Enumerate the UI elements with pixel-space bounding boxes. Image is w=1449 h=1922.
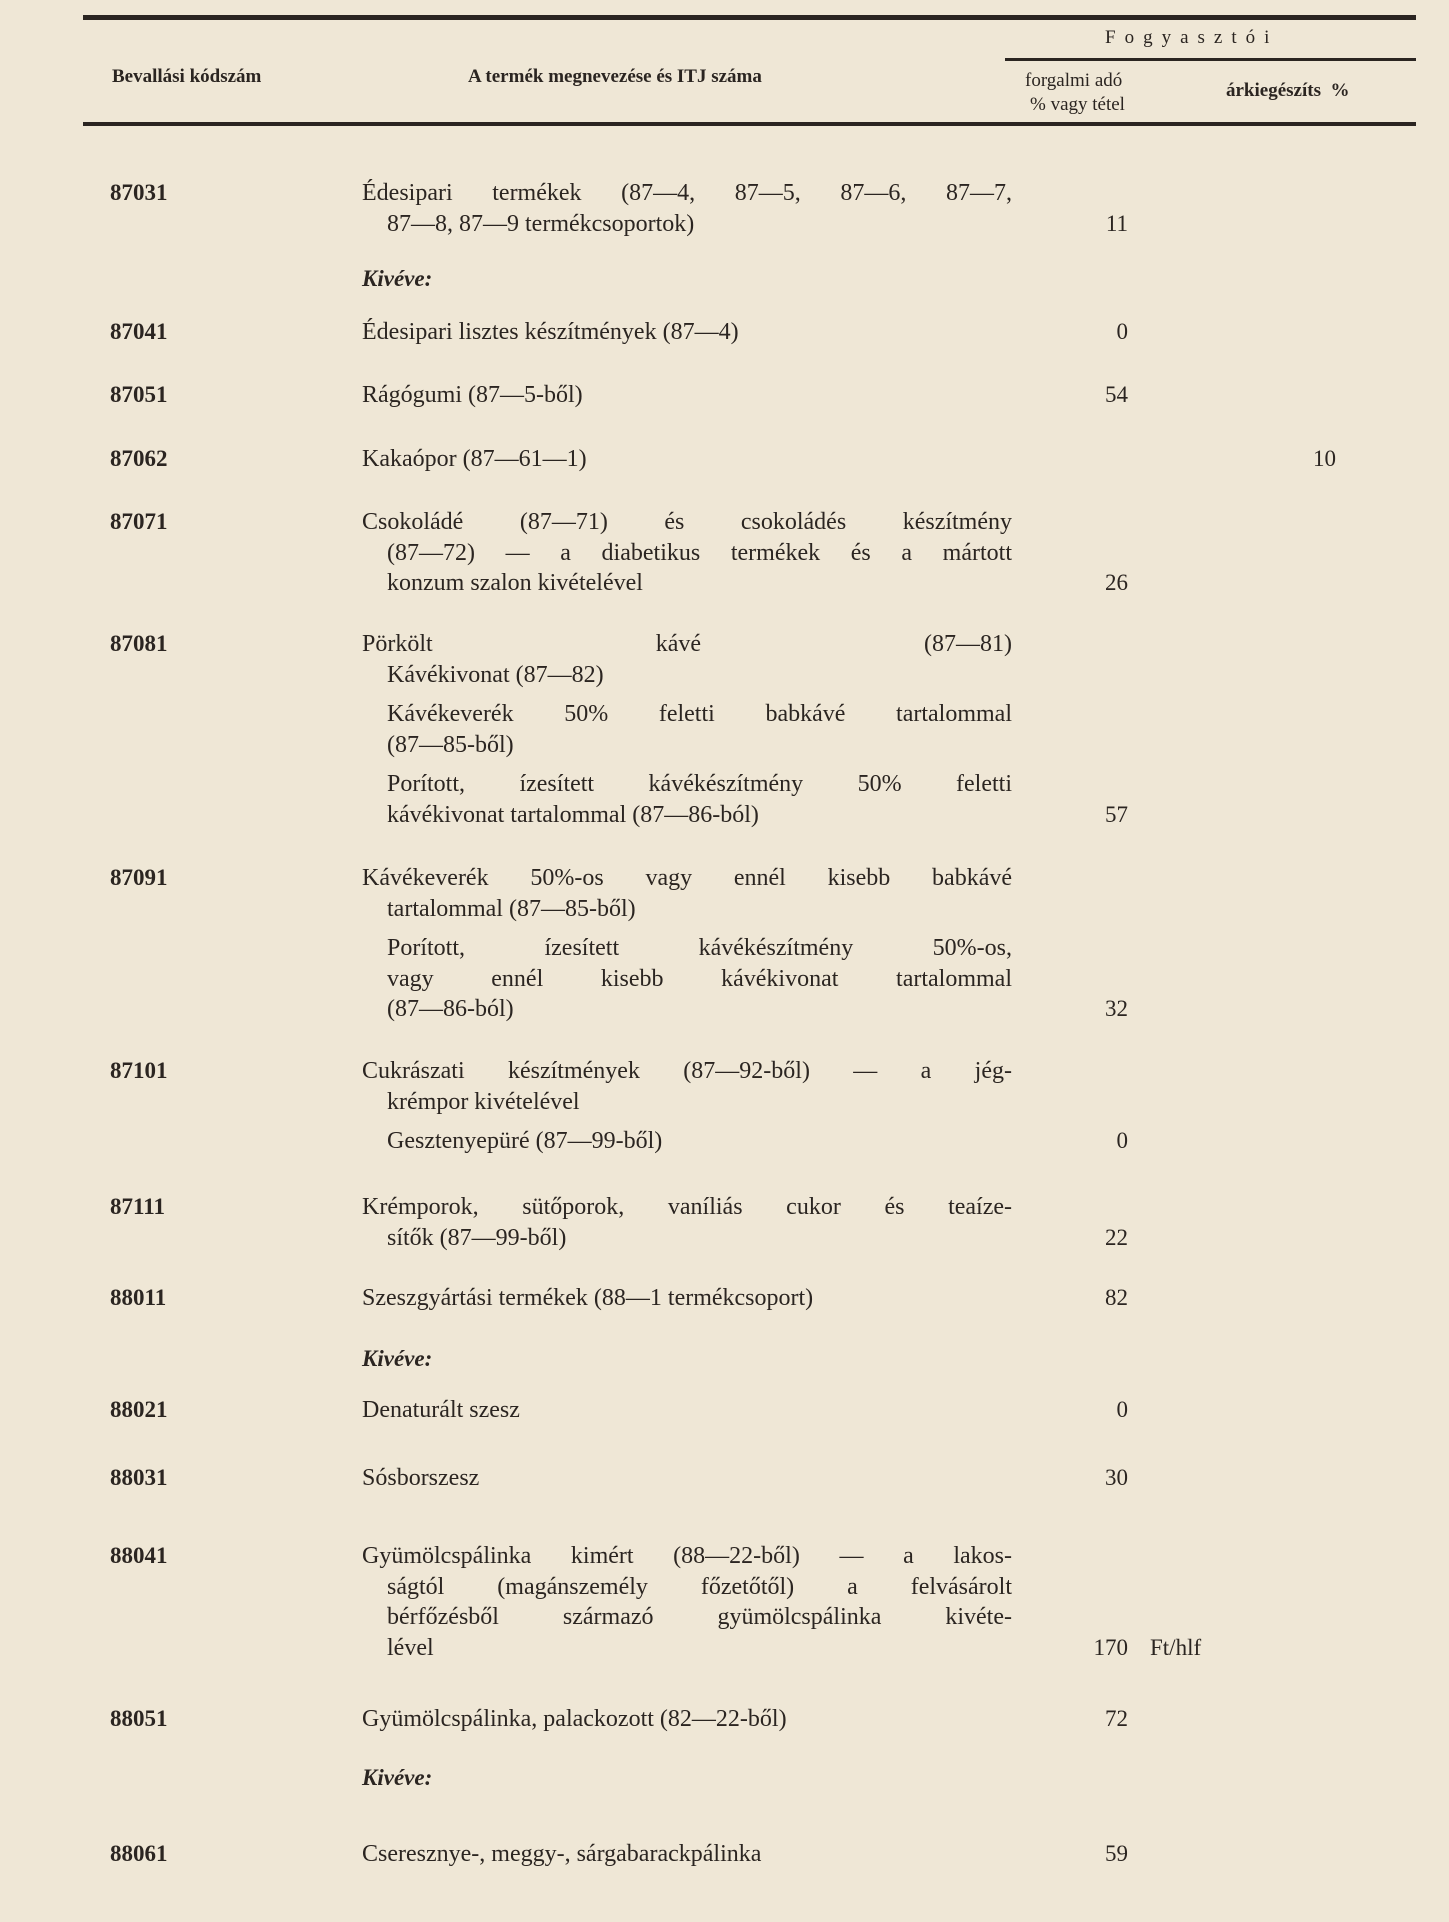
row-description	[362, 444, 1012, 484]
description-paragraph	[362, 444, 1012, 475]
group-rule	[1005, 58, 1416, 61]
description-paragraph	[362, 1395, 1012, 1426]
row-description	[362, 1395, 1012, 1435]
description-line: Édesipari termékek (87—4, 87—5, 87—6, 87—7,	[362, 180, 1012, 206]
row-code: 87111	[110, 1194, 165, 1219]
tax-value: 0	[1116, 1397, 1128, 1422]
description-line: Gyümölcspálinka, palackozott (82—22-ből)	[362, 1706, 787, 1732]
description-line: Gyümölcspálinka kimért (88—22-ből) — a lakos-	[362, 1543, 1012, 1569]
tax-value: 82	[1105, 1285, 1128, 1310]
kiveve-label: Kivéve:	[362, 1346, 433, 1371]
row-code: 87091	[110, 865, 168, 890]
description-paragraph	[362, 933, 1012, 1025]
description-paragraph	[362, 1283, 1012, 1314]
row-description	[362, 629, 1012, 839]
kiveve-label: Kivéve:	[362, 266, 433, 291]
row-description	[362, 507, 1012, 608]
row-code: 87071	[110, 509, 168, 534]
tax-value: 0	[1116, 1128, 1128, 1153]
tax-value: 54	[1105, 382, 1128, 407]
row-code: 87062	[110, 446, 168, 471]
description-paragraph	[362, 178, 1012, 239]
row-code: 87031	[110, 180, 168, 205]
tax-value: 57	[1105, 801, 1128, 827]
description-line: konzum szalon kivételével	[387, 570, 643, 596]
row-description	[362, 317, 1012, 357]
group-title: Fogyasztói	[1105, 27, 1279, 48]
description-paragraph	[362, 863, 1012, 924]
row-code: 87041	[110, 319, 168, 344]
tax-value: 0	[1116, 319, 1128, 344]
description-line: lével	[387, 1634, 434, 1661]
description-line: Denaturált szesz	[362, 1397, 520, 1423]
description-line: Gesztenyepüré (87—99-ből)	[387, 1128, 663, 1154]
description-paragraph	[362, 1192, 1012, 1253]
row-description	[362, 1192, 1012, 1262]
kiveve-label: Kivéve:	[362, 1765, 433, 1790]
description-line: tartalommal (87—85-ből)	[387, 895, 636, 922]
row-code: 87081	[110, 631, 168, 656]
description-paragraph	[362, 317, 1012, 348]
description-line: Szeszgyártási termékek (88—1 termékcsoport)	[362, 1285, 814, 1311]
row-description	[362, 178, 1012, 248]
tax-value: 22	[1105, 1224, 1128, 1250]
row-description	[362, 1541, 1012, 1672]
description-paragraph	[362, 1126, 1012, 1157]
row-code: 88031	[110, 1465, 168, 1490]
description-paragraph	[362, 769, 1012, 830]
col-header-tax-1: forgalmi adó	[1025, 70, 1123, 91]
tax-value: 59	[1105, 1841, 1128, 1866]
description-line: kávékivonat tartalommal (87—86-ból)	[387, 801, 759, 828]
description-line: Sósborszesz	[362, 1465, 480, 1491]
row-code: 88061	[110, 1841, 168, 1866]
description-line: vagy ennél kisebb kávékivonat tartalommal	[387, 965, 1012, 992]
tax-unit: Ft/hlf	[1150, 1634, 1202, 1660]
tax-value: 170	[1093, 1634, 1128, 1660]
description-line: Porított, ízesített kávékészítmény 50%-os,	[387, 935, 1012, 961]
row-description	[362, 380, 1012, 420]
row-code: 88041	[110, 1543, 168, 1568]
description-line: ságtól (magánszemély főzetőtől) a felvásárolt	[387, 1573, 1012, 1600]
description-line: (87—86-ból)	[387, 996, 514, 1022]
description-paragraph	[362, 1704, 1012, 1735]
col-header-tax-2: % vagy tétel	[1030, 94, 1125, 115]
row-code: 88011	[110, 1285, 167, 1310]
description-line: Cukrászati készítmények (87—92-ből) — a jég-	[362, 1058, 1012, 1084]
description-line: Kávékivonat (87—82)	[387, 661, 604, 688]
row-description	[362, 1283, 1012, 1323]
col-header-code: Bevallási kódszám	[112, 66, 262, 87]
row-description	[362, 863, 1012, 1034]
row-code: 87051	[110, 382, 168, 407]
description-paragraph	[362, 507, 1012, 599]
description-paragraph	[362, 380, 1012, 411]
description-line: Rágógumi (87—5-ből)	[362, 382, 583, 408]
row-description	[362, 1704, 1012, 1744]
markup-value: 10	[1313, 446, 1336, 471]
row-code: 87101	[110, 1058, 168, 1083]
description-paragraph	[362, 1463, 1012, 1494]
tax-value: 30	[1105, 1465, 1128, 1490]
description-line: Porított, ízesített kávékészítmény 50% feletti	[387, 771, 1012, 797]
description-line: (87—85-ből)	[387, 731, 514, 758]
tax-value: 26	[1105, 570, 1128, 595]
row-code: 88021	[110, 1397, 168, 1422]
description-line: Csokoládé (87—71) és csokoládés készítmény	[362, 509, 1012, 535]
description-line: bérfőzésből származó gyümölcspálinka kivéte-	[387, 1604, 1012, 1630]
description-line: (87—72) — a diabetikus termékek és a mártott	[387, 539, 1012, 566]
description-paragraph	[362, 629, 1012, 690]
description-line: Pörkölt kávé (87—81)	[362, 631, 1012, 657]
row-description	[362, 1463, 1012, 1503]
tax-value: 11	[1105, 210, 1128, 236]
description-line: Krémporok, sütőporok, vaníliás cukor és teaíze-	[362, 1194, 1012, 1220]
description-paragraph	[362, 1839, 1012, 1870]
description-paragraph	[362, 1056, 1012, 1117]
row-description	[362, 1839, 1012, 1879]
description-line: Édesipari lisztes készítmények (87—4)	[362, 319, 739, 345]
header-bottom-rule	[83, 122, 1416, 126]
description-line: Kávékeverék 50% feletti babkávé tartalommal	[387, 701, 1012, 727]
description-line: Kávékeverék 50%-os vagy ennél kisebb babkávé	[362, 865, 1012, 891]
col-header-markup: árkiegészíts %	[1226, 80, 1350, 101]
description-line: Kakaópor (87—61—1)	[362, 446, 587, 472]
description-line: Cseresznye-, meggy-, sárgabarackpálinka	[362, 1841, 762, 1867]
description-line: sítők (87—99-ből)	[387, 1224, 567, 1251]
tax-value: 72	[1105, 1706, 1128, 1731]
description-paragraph	[362, 699, 1012, 760]
col-header-name: A termék megnevezése és ITJ száma	[468, 66, 762, 87]
top-rule	[83, 15, 1416, 20]
description-paragraph	[362, 1541, 1012, 1663]
row-description	[362, 1056, 1012, 1166]
description-line: 87—8, 87—9 termékcsoportok)	[387, 210, 695, 237]
tax-value: 32	[1105, 996, 1128, 1021]
row-code: 88051	[110, 1706, 168, 1731]
description-line: krémpor kivételével	[387, 1088, 580, 1115]
